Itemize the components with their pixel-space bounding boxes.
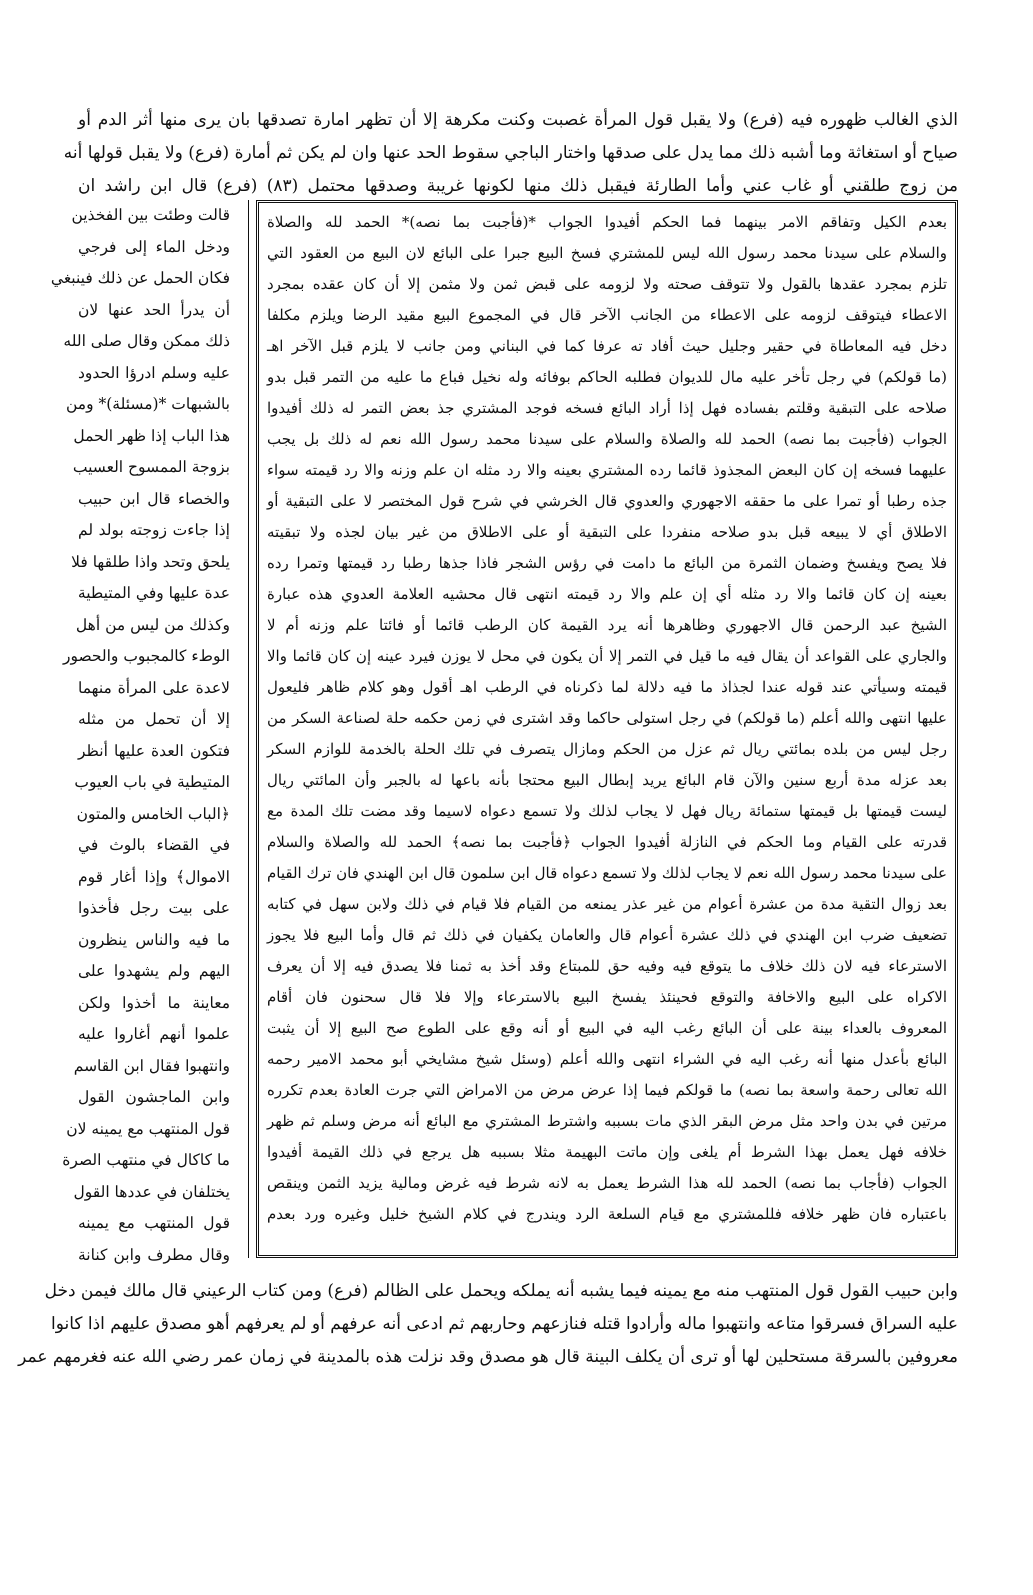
side-text-line: ذلك ممكن وقال صلى الله (63, 332, 230, 350)
box-text-line: تلزم بمجرد عقدها بالقول ولا تتوقف صحته ولا لزومه على قبض ثمن ولا مثمن إلا أن كان عقده بمجرد (267, 275, 947, 293)
side-text-line: والخصاء قال ابن حبيب (78, 489, 230, 508)
box-text-line: الجواب (فأجبت بما نصه) الحمد لله والصلاة والسلام على سيدنا محمد رسول الله نعم له ذلك بل يجب (267, 430, 947, 448)
box-text-line: تضعيف ضرب ابن الهندي في ذلك عشرة أعوام قال والعامان يكفيان في ذلك ثم قال وأما البيع فلا يجوز (267, 926, 947, 944)
box-text-line: مرتين في بدن واحد مثل مرض البقر الذي مات بسببه واشترط المشتري مع البائع أنه مرض وسلم ثم ظهر (267, 1112, 947, 1130)
box-text-line: فلا يصح ويفسخ وضمان الثمرة من البائع ما دامت في رؤس الشجر فاذا جذها رطبا رد قيمتها وتمرا رده (267, 554, 947, 572)
box-text-line: الاكراه على البيع والاخافة والتوقع فحينئذ يفسخ البيع بالاسترعاء وإلا فلا قال سحنون فان أقام (267, 988, 947, 1006)
top-text-line: الذي الغالب ظهوره فيه (فرع) ولا يقبل قول المرأة غصبت وكنت مكرهة إلا أن تظهر امارة تصدقها بان يرى منها أثر الدم أو (78, 110, 958, 130)
side-text-line: قالت وطئت بين الفخذين (71, 206, 230, 224)
side-text-line: وابن الماجشون القول (78, 1088, 230, 1106)
side-text-line: أن يدرأ الحد عنها لان (78, 300, 230, 319)
top-text-line: صياح أو استغاثة وما أشبه ذلك مما يدل على صدقها واختار الباجي سقوط الحد عنها وان لم يكن ثم أمارة (فرع) ولا يقبل قولها أنه (63, 143, 958, 163)
box-text-line: المعروف بالعداء بينة على أن البائع رغب اليه في البيع أو أنه وقع على الطوع صح البيع إلا أن يثبت (267, 1019, 947, 1037)
side-text-line: فكان الحمل عن ذلك فينبغي (50, 269, 230, 287)
side-text-line: قول المنتهب مع يمينه (78, 1214, 230, 1232)
side-text-line: إذا جاءت زوجته بولد لم (78, 521, 230, 539)
box-text-line: الاسترعاء فيه لان ذلك خلاف ما يتوقع فيه وفيه حق للمبتاع وقد أخذ به ثمنا فلا يصدق فيه إلا أن يعرف (267, 957, 947, 975)
side-text-line: إلا أن تحمل من مثله (78, 710, 230, 728)
side-text-line: وقال مطرف وابن كنانة (78, 1245, 230, 1264)
box-text-line: بعينه إن كان قائما والا رد مثله أي إن علم والا رد قيمته انتهى قال محشيه العلامة العدوي هذه عبارة (267, 585, 947, 603)
side-text-line: فتكون العدة عليها أنظر (78, 741, 230, 760)
box-text-line: دخل فيه المعاطاة في حقير وجليل حيث أفاد ته عرفا كما في البناني ومن جانب لا يلزم قبل الآخر اهـ (267, 337, 947, 355)
side-text-line: عدة عليها وفي المتيطية (77, 584, 230, 602)
box-text-line: بعدم الكيل وتفاقم الامر بينهما فما الحكم أفيدوا الجواب *(فأجبت بما نصه)* الحمد لله والصلاة (267, 213, 947, 231)
box-text-line: والسلام على سيدنا محمد رسول الله ليس للمشتري فسخ البيع جبرا على البائع لان البيع من العقود التي (267, 244, 947, 262)
box-text-line: بعد عزله مدة أربع سنين والآن قام البائع يريد إبطال البيع محتجا بأنه باعها له بالجبر وأن المائتي ريال (267, 771, 947, 789)
side-text-line: قول المنتهب مع يمينه لان (66, 1119, 230, 1138)
side-text-line: علموا أنهم أغاروا عليه (78, 1025, 230, 1043)
side-text-line: بزوجة الممسوح العسيب (72, 458, 230, 476)
bottom-text-line: وابن حبيب القول قول المنتهب منه مع يمينه فيما يشبه أنه يملكه ويحمل على الظالم (فرع) ومن كتاب الرعيني قال مالك فيمن دخل (44, 1281, 958, 1301)
box-text-line: الاطلاق أي لا يبيعه قبل بدو صلاحه منفردا على التبقية أو على الاطلاق من غير بيان لجذه ولا تبقيته (267, 523, 947, 541)
box-text-line: الشيخ عبد الرحمن قال الاجهوري وظاهرها أنه يرد القيمة كان الرطب قائما أو فائتا علم وزنه أم لا (267, 616, 947, 634)
box-text-line: قدرته على القيام وما الحكم في النازلة أفيدوا الجواب ﴿فأجبت بما نصه﴾ الحمد لله والصلاة والسلام (267, 833, 947, 851)
side-text-line: ﴿الباب الخامس والمتون (76, 804, 230, 823)
side-text-line: وانتهبوا فقال ابن القاسم (73, 1056, 230, 1075)
side-text-line: ما فيه والناس ينظرون (78, 930, 230, 949)
side-text-line: هذا الباب إذا ظهر الحمل (73, 426, 230, 445)
side-text-line: وكذلك من ليس من أهل (75, 615, 230, 634)
top-text-line: من زوج طلقني أو غاب عني وأما الطارئة فيقبل ذلك منها لكونها غريبة وصدقها محتمل (٨٣) (فرع) قال ابن راشد ان (78, 176, 958, 196)
bottom-text-line: معروفين بالسرقة مستحلين لها أو ترى أن يكلف البينة قال هو مصدق وقد نزلت هذه بالمدينة في زمان عمر رضي الله عنه فغرمهم عمر (18, 1347, 958, 1367)
side-text-line: في القضاء بالوث في (78, 836, 230, 854)
side-text-line: الوطء كالمجبوب والحصور (62, 647, 230, 665)
side-text-line: ما كاكال في منتهب الصرة (62, 1151, 230, 1169)
box-text-line: جذه رطبا أو تمرا على ما حققه الاجهوري والعدوي قال الخرشي في شرح قول المختصر لا على التبقية أو (267, 492, 947, 510)
column-divider (248, 200, 249, 1258)
box-text-line: الله تعالى رحمة واسعة بما نصه) ما قولكم فيما إذا عرض مرض من الامراض التي جرت العادة بعدم تكرره (267, 1081, 947, 1099)
side-margin-column (50, 200, 230, 1271)
bottom-text-line: عليه السراق فسرقوا متاعه وانتهبوا ماله وأرادوا قتله فنازعهم وحاربهم ثم ادعى أنه عرفهم أو لم يعرفهم أهو مصدق عليهم اذا كانوا (50, 1314, 958, 1334)
box-text-line: ليست قيمتها بل قيمتها ستمائة ريال فهل لا يجاب لذلك ولا تسمع دعواه لاسيما وقد مضت تلك المدة مع (267, 802, 947, 820)
side-text-line: على بيت رجل فأخذوا (78, 899, 230, 917)
side-text-line: يختلفان في عددها القول (73, 1182, 230, 1201)
box-text-line: والجاري على القواعد أن يقال فيه ما قيل في التمر إلا أن يكون في محل لا يوزن فيرد عينه إن كان قائما والا (267, 647, 947, 665)
box-text-line: عليهما فسخه إن كان البعض المجذوذ قائما رده المشتري بعينه والا رد مثله ان علم وزنه والا رد قيمته سواء (267, 461, 947, 479)
box-text-line: باعتباره فان ظهر خلافه فللمشتري مع قيام السلعة الرد ويندرج في كلام الشيخ خليل وغيره ورد بعدم (267, 1205, 947, 1223)
box-text-line: رجل ليس من بلده بمائتي ريال ثم عزل من الحكم ومازال يتصرف في تلك الحلة بالخدمة للوازم السكر (267, 740, 947, 758)
side-text-line: معاينة ما أخذوا ولكن (78, 993, 230, 1012)
side-text-line: ودخل الماء إلى فرجي (78, 237, 230, 256)
framed-commentary-box (256, 200, 958, 1258)
box-text-line: (ما قولكم) في رجل تأخر عليه مال للديوان فطلبه الحاكم بوفائه وله نخيل فباع ما عليه من التمر قبل بدو (267, 368, 947, 386)
box-text-line: الجواب (فأجاب بما نصه) الحمد لله هذا الشرط يعمل به لانه شرط فيه غرض ومالية يزيد الثمن وينقص (267, 1174, 947, 1192)
top-text-block (63, 104, 958, 203)
side-text-line: اليهم ولم يشهدوا على (78, 962, 230, 980)
side-text-line: لاعدة على المرأة منهما (78, 678, 230, 697)
side-text-line: بالشبهات *(مسئلة)* ومن (65, 395, 230, 413)
box-text-line: على سيدنا محمد رسول الله نعم لا يجاب لذلك ولا تسمع دعواه قال ابن سلمون قال ابن الهندي فان ترك القيام (267, 864, 947, 882)
box-text-line: عليها انتهى والله أعلم (ما قولكم) في رجل استولى حاكما وقد اشترى في زمن حكمه حلة لصناعة السكر من (267, 709, 947, 727)
side-text-line: عليه وسلم ادرؤا الحدود (78, 363, 230, 382)
side-text-line: المتيطية في باب العيوب (74, 773, 230, 791)
box-text-line: الاعطاء فيتوقف لزومه على الاعطاء من الجانب الآخر قال في المجموع البيع مقيد الرضا ويلزم مكلفا (267, 306, 947, 324)
bottom-text-block (18, 1275, 958, 1374)
box-text-line: خلافه فهل يعمل بهذا الشرط أم يلغى وإن ماتت البهيمة مثلا بسببه هل يرجع في ذلك القيمة أفيدوا (267, 1143, 947, 1161)
box-text-line: صلاحه على التبقية وقلتم بفساده فهل إذا أراد البائع فسخه فوجد المشتري جذ بعض التمر له ذلك أفيدوا (267, 399, 947, 417)
side-text-line: يلحق وتحد واذا طلقها فلا (71, 552, 230, 571)
box-text-line: البائع بأعدل منها أنه رغب اليه في الشراء انتهى والله أعلم (وسئل شيخ مشايخي أبو محمد الامير رحمه (267, 1050, 947, 1068)
box-text-line: بعد زوال التقية مدة من عشرة أعوام من غير عذر يمنعه من القيام فلا قيام في ذلك ولابن سهل في كتابه (267, 895, 947, 913)
side-text-line: الاموال﴾ وإذا أغار قوم (78, 867, 230, 886)
box-text-line: قيمته وسيأتي عند قوله عندا لجذاذ ما فيه دلالة لما ذكرناه في الرطب اهـ أقول وهو كلام ظاهر فليعول (267, 678, 947, 696)
